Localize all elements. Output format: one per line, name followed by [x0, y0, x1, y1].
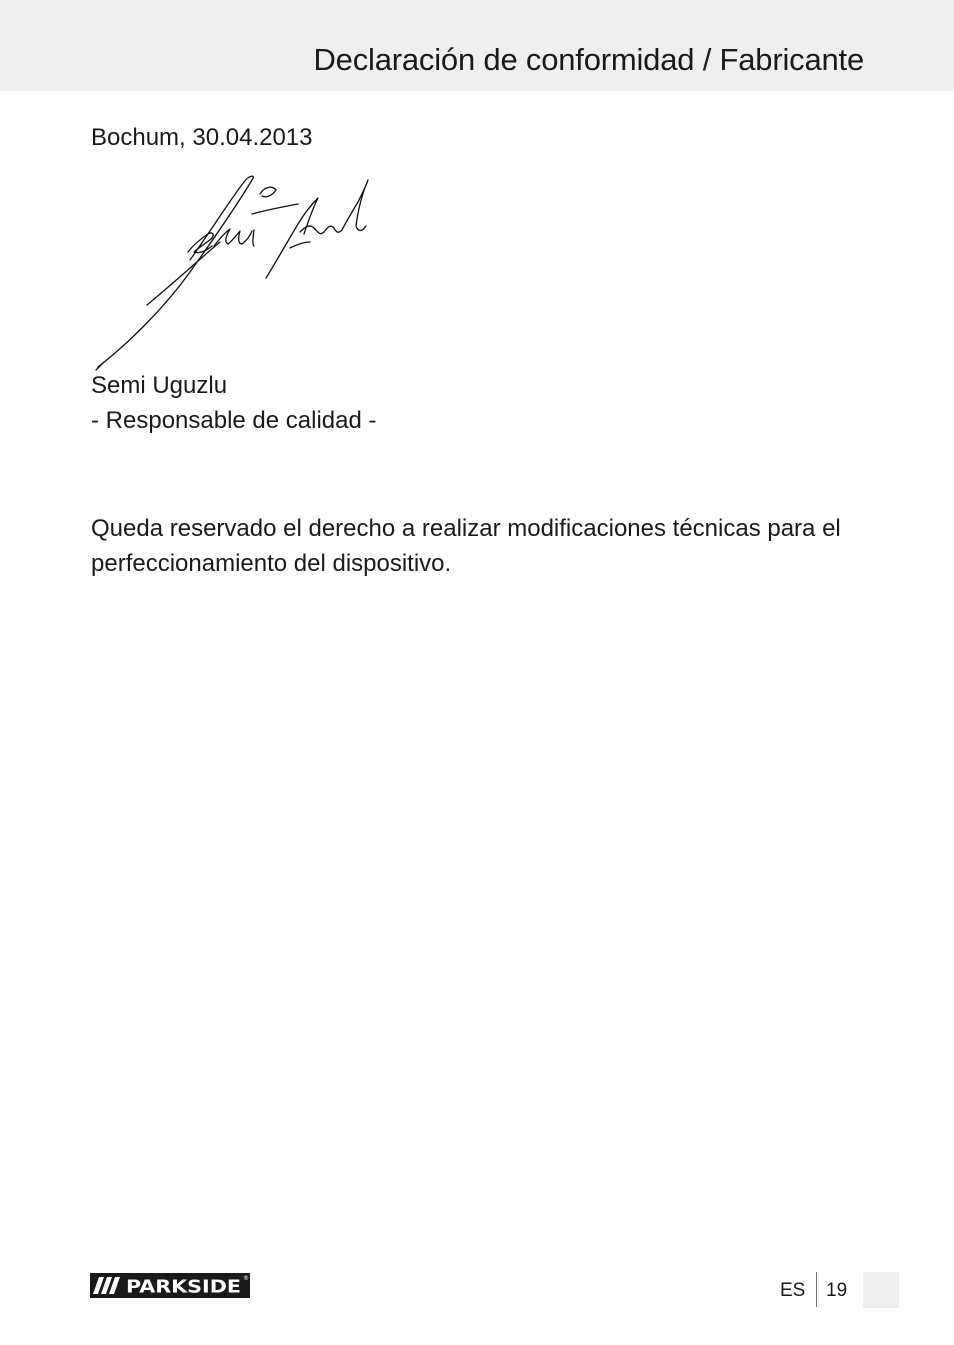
footer-divider: [816, 1272, 817, 1307]
signature-image: [90, 172, 380, 372]
svg-text:®: ®: [243, 1275, 249, 1282]
page-number: 19: [826, 1280, 848, 1301]
signatory-name: Semi Uguzlu: [91, 372, 228, 399]
parkside-logo: [90, 1273, 250, 1298]
svg-text:PARKSIDE: PARKSIDE: [126, 1276, 241, 1298]
place-date: Bochum, 30.04.2013: [91, 124, 313, 151]
modification-notice: Queda reservado el derecho a realizar modificaciones técnicas para el perfeccionamiento del dispositivo.: [91, 515, 841, 577]
page-title: Declaración de conformidad / Fabricante: [313, 42, 864, 77]
page-tab-marker: [863, 1272, 899, 1308]
language-code: ES: [780, 1280, 806, 1301]
signatory-role: - Responsable de calidad -: [91, 407, 377, 434]
